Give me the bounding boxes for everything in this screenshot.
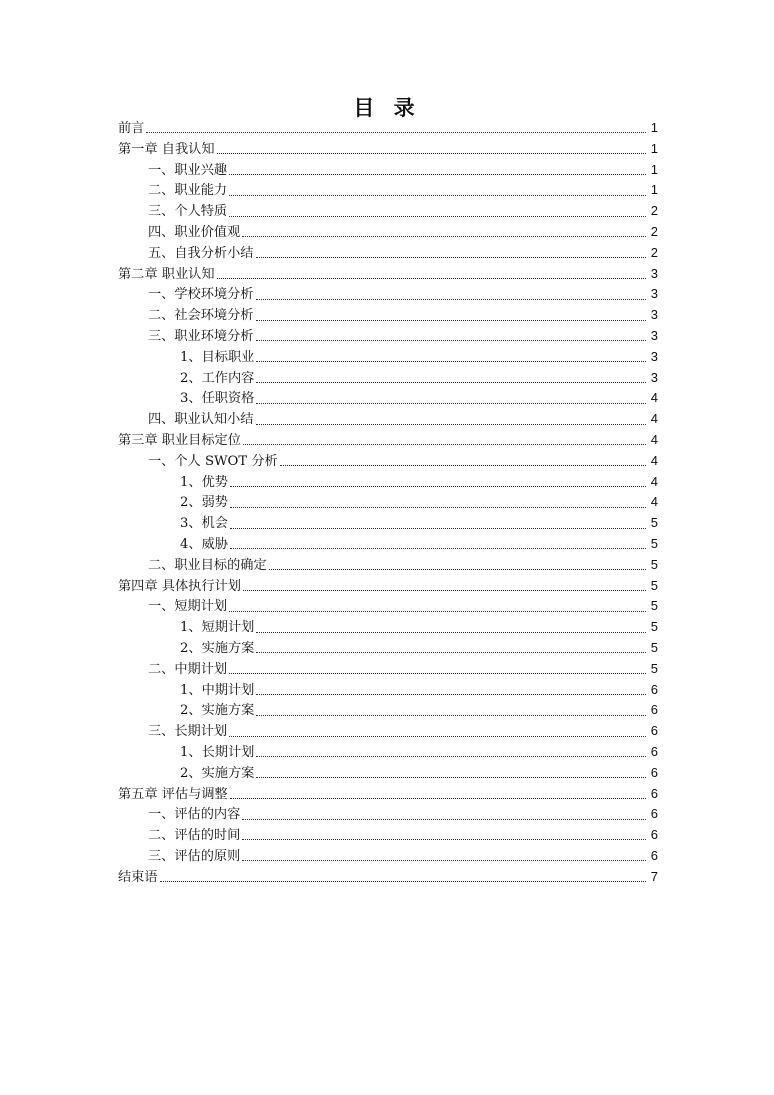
toc-entry-title: 第四章 具体执行计划: [118, 578, 241, 594]
toc-entry[interactable]: [118, 368, 658, 389]
toc-entry[interactable]: [118, 721, 658, 742]
toc-page-number: 6: [650, 702, 658, 718]
toc-entry[interactable]: [118, 534, 658, 555]
toc-entry-title: 4、威胁: [180, 536, 228, 552]
toc-entry-title: 第三章 职业目标定位: [118, 432, 241, 448]
toc-entry-title: 四、职业价值观: [148, 224, 241, 240]
toc-dot-leader: [256, 381, 646, 383]
toc-entry[interactable]: [118, 139, 658, 160]
toc-page-number: 6: [650, 681, 658, 697]
toc-page-number: 2: [650, 244, 658, 260]
toc-entry[interactable]: [118, 409, 658, 430]
toc-entry[interactable]: [118, 784, 658, 805]
toc-entry[interactable]: [118, 638, 658, 659]
toc-page-number: 3: [650, 307, 658, 323]
toc-entry[interactable]: [118, 576, 658, 597]
toc-dot-leader: [146, 131, 646, 133]
toc-dot-leader: [229, 173, 646, 175]
toc-dot-leader: [229, 194, 646, 196]
toc-list: [118, 118, 658, 887]
toc-entry-title: 一、职业兴趣: [148, 162, 228, 178]
toc-page-number: 2: [650, 203, 658, 219]
toc-entry-title: 3、机会: [180, 516, 228, 532]
toc-entry[interactable]: [118, 763, 658, 784]
toc-entry-title: 一、评估的内容: [148, 807, 241, 823]
toc-entry[interactable]: [118, 513, 658, 534]
toc-page-number: 5: [650, 556, 658, 572]
toc-entry[interactable]: [118, 555, 658, 576]
toc-dot-leader: [230, 547, 646, 549]
toc-entry[interactable]: [118, 243, 658, 264]
toc-entry[interactable]: [118, 492, 658, 513]
toc-page-number: 1: [650, 182, 658, 198]
toc-dot-leader: [256, 631, 646, 633]
toc-dot-leader: [256, 319, 647, 321]
toc-page-number: 5: [650, 619, 658, 635]
toc-dot-leader: [229, 672, 646, 674]
toc-entry-title: 第二章 职业认知: [118, 266, 215, 282]
toc-page-number: 5: [650, 535, 658, 551]
toc-page-number: 1: [650, 140, 658, 156]
toc-entry[interactable]: [118, 472, 658, 493]
toc-dot-leader: [256, 298, 647, 300]
toc-entry-title: 第五章 评估与调整: [118, 786, 228, 802]
toc-entry[interactable]: [118, 680, 658, 701]
toc-dot-leader: [229, 215, 646, 217]
toc-entry[interactable]: [118, 617, 658, 638]
toc-entry-title: 二、中期计划: [148, 661, 228, 677]
toc-dot-leader: [230, 527, 646, 529]
toc-dot-leader: [160, 880, 646, 882]
toc-entry[interactable]: [118, 430, 658, 451]
toc-entry[interactable]: [118, 846, 658, 867]
toc-dot-leader: [256, 693, 646, 695]
toc-entry-title: 2、工作内容: [180, 370, 255, 386]
toc-entry-title: 第一章 自我认知: [118, 141, 215, 157]
toc-page-number: 4: [650, 452, 658, 468]
toc-page-number: 5: [650, 515, 658, 531]
toc-entry-title: 1、中期计划: [180, 682, 255, 698]
toc-entry-title: 2、实施方案: [180, 640, 255, 656]
toc-entry[interactable]: [118, 326, 658, 347]
toc-entry[interactable]: [118, 180, 658, 201]
toc-page-number: 5: [650, 639, 658, 655]
toc-dot-leader: [256, 714, 646, 716]
toc-page-number: 6: [650, 827, 658, 843]
toc-page-number: 6: [650, 723, 658, 739]
toc-entry[interactable]: [118, 201, 658, 222]
toc-entry-title: 三、个人特质: [148, 204, 228, 220]
toc-entry-title: 三、职业环境分析: [148, 328, 254, 344]
toc-entry-title: 2、弱势: [180, 495, 228, 511]
toc-page-number: 5: [650, 660, 658, 676]
toc-dot-leader: [269, 568, 646, 570]
toc-entry-title: 1、短期计划: [180, 620, 255, 636]
toc-page-number: 3: [650, 348, 658, 364]
toc-entry-title: 二、职业目标的确定: [148, 557, 267, 573]
toc-page-number: 1: [650, 120, 658, 135]
toc-page-number: 6: [650, 743, 658, 759]
toc-entry[interactable]: [118, 596, 658, 617]
toc-dot-leader: [256, 339, 647, 341]
toc-entry-title: 二、评估的时间: [148, 828, 241, 844]
toc-dot-leader: [230, 797, 646, 799]
toc-dot-leader: [229, 610, 646, 612]
toc-entry-title: 二、社会环境分析: [148, 308, 254, 324]
toc-entry[interactable]: [118, 305, 658, 326]
toc-dot-leader: [256, 256, 647, 258]
toc-dot-leader: [242, 838, 646, 840]
toc-entry-title: 1、优势: [180, 474, 228, 490]
toc-dot-leader: [243, 443, 646, 445]
toc-dot-leader: [243, 589, 646, 591]
toc-entry[interactable]: [118, 804, 658, 825]
toc-dot-leader: [230, 506, 646, 508]
toc-page-number: 3: [650, 265, 658, 281]
toc-entry[interactable]: [118, 347, 658, 368]
toc-dot-leader: [242, 235, 646, 237]
toc-entry[interactable]: [118, 825, 658, 846]
toc-entry-title: 1、长期计划: [180, 744, 255, 760]
toc-dot-leader: [256, 423, 647, 425]
toc-dot-leader: [256, 651, 646, 653]
toc-entry[interactable]: [118, 867, 658, 888]
toc-entry[interactable]: [118, 388, 658, 409]
toc-entry-title: 前言: [118, 121, 145, 136]
toc-page-number: 1: [650, 161, 658, 177]
toc-entry[interactable]: [118, 700, 658, 721]
toc-page-number: 4: [650, 494, 658, 510]
toc-entry-title: 四、职业认知小结: [148, 412, 254, 428]
toc-dot-leader: [256, 360, 646, 362]
toc-page-number: 6: [650, 847, 658, 863]
toc-entry[interactable]: [118, 451, 658, 472]
toc-page-number: 4: [650, 473, 658, 489]
toc-page-number: 3: [650, 369, 658, 385]
toc-page-number: 5: [650, 598, 658, 614]
toc-page-number: 3: [650, 327, 658, 343]
toc-entry-title: 2、实施方案: [180, 703, 255, 719]
toc-dot-leader: [280, 464, 646, 466]
toc-page-number: 3: [650, 286, 658, 302]
toc-entry[interactable]: [118, 264, 658, 285]
toc-page-number: 7: [650, 868, 658, 884]
toc-dot-leader: [242, 818, 646, 820]
toc-page-number: 6: [650, 806, 658, 822]
toc-entry-title: 五、自我分析小结: [148, 245, 254, 261]
toc-entry[interactable]: [118, 118, 658, 139]
toc-page-number: 4: [650, 431, 658, 447]
toc-dot-leader: [217, 152, 646, 154]
toc-entry[interactable]: [118, 222, 658, 243]
toc-entry[interactable]: [118, 160, 658, 181]
toc-dot-leader: [242, 859, 646, 861]
toc-dot-leader: [256, 402, 646, 404]
toc-entry[interactable]: [118, 742, 658, 763]
toc-page-number: 6: [650, 785, 658, 801]
toc-entry-title: 二、职业能力: [148, 183, 228, 199]
toc-entry-title: 三、长期计划: [148, 724, 228, 740]
toc-entry[interactable]: [118, 659, 658, 680]
toc-entry-title: 一、学校环境分析: [148, 287, 254, 303]
toc-entry-title: 1、目标职业: [180, 349, 255, 365]
toc-dot-leader: [256, 755, 646, 757]
toc-dot-leader: [230, 485, 646, 487]
toc-dot-leader: [256, 776, 646, 778]
toc-title: 目 录: [353, 95, 421, 120]
toc-entry-title: 三、评估的原则: [148, 848, 241, 864]
toc-page-number: 2: [650, 223, 658, 239]
toc-dot-leader: [229, 735, 646, 737]
toc-page-number: 5: [650, 577, 658, 593]
toc-entry[interactable]: [118, 284, 658, 305]
toc-entry-title: 结束语: [118, 869, 158, 885]
toc-entry-title: 2、实施方案: [180, 765, 255, 781]
toc-dot-leader: [217, 277, 646, 279]
toc-page-number: 4: [650, 390, 658, 406]
toc-entry-title: 3、任职资格: [180, 391, 255, 407]
toc-entry-title: 一、个人 SWOT 分析: [148, 453, 278, 469]
toc-page-number: 6: [650, 764, 658, 780]
toc-entry-title: 一、短期计划: [148, 599, 228, 615]
toc-page-number: 4: [650, 411, 658, 427]
